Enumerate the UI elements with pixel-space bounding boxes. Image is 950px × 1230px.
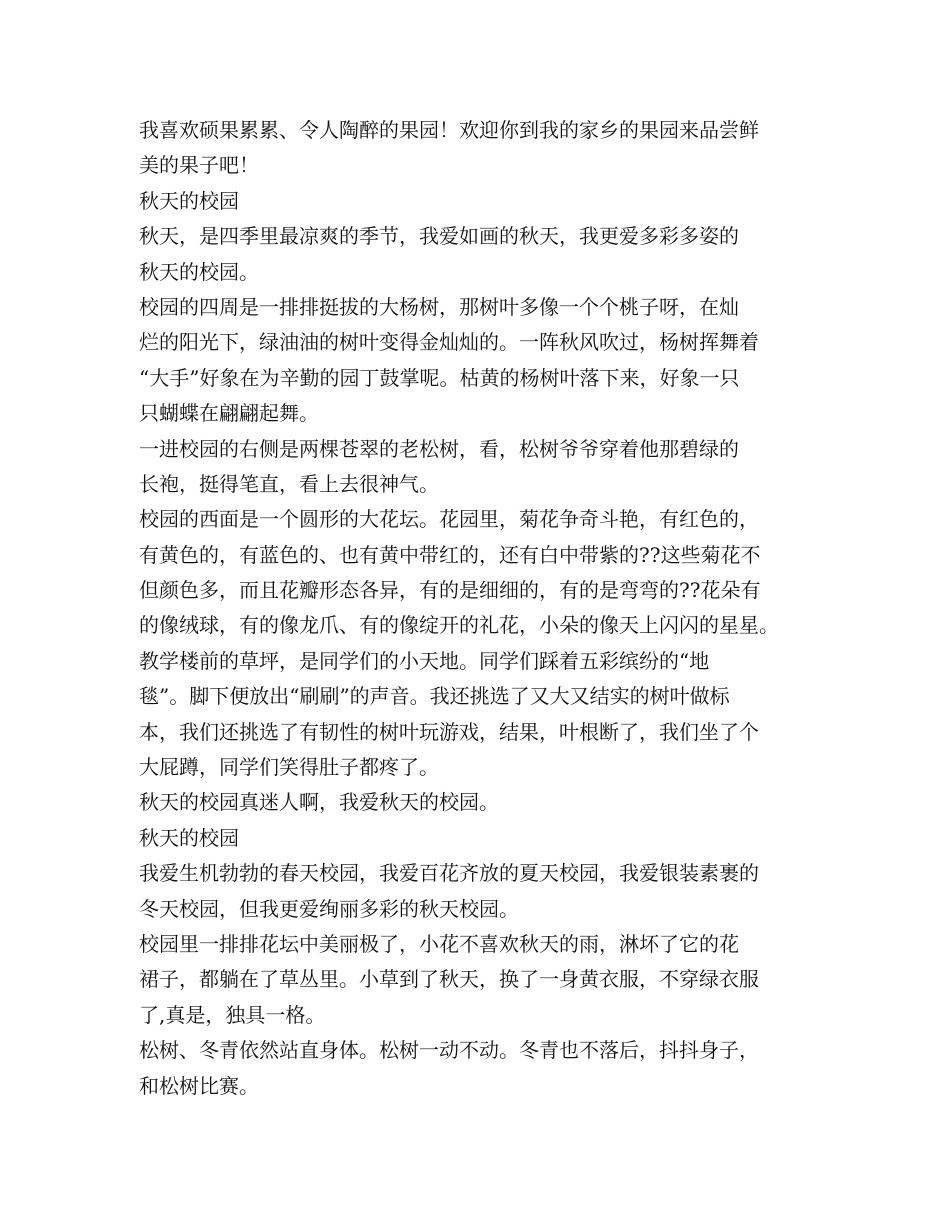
text-line: 松树、冬青依然站直身体。松树一动不动。冬青也不落后，抖抖身子， bbox=[139, 1038, 759, 1063]
text-line: 本，我们还挑选了有韧性的树叶玩游戏，结果，叶根断了，我们坐了个 bbox=[139, 719, 759, 744]
text-line: 大屁蹲，同学们笑得肚子都疼了。 bbox=[139, 755, 439, 780]
text-line: 长袍，挺得笔直，看上去很神气。 bbox=[139, 471, 439, 496]
text-line: 秋天的校园。 bbox=[139, 259, 259, 284]
text-line: 我喜欢硕果累累、令人陶醉的果园！欢迎你到我的家乡的果园来品尝鲜 bbox=[139, 118, 759, 142]
text-line: 裙子，都躺在了草丛里。小草到了秋天，换了一身黄衣服，不穿绿衣服 bbox=[139, 967, 759, 992]
text-line: 校园的四周是一排排挺拔的大杨树，那树叶多像一个个桃子呀，在灿 bbox=[139, 294, 739, 319]
text-line: 秋天的校园真迷人啊，我爱秋天的校园。 bbox=[139, 790, 499, 815]
text-line: “大手”好象在为辛勤的园丁鼓掌呢。枯黄的杨树叶落下来，好象一只 bbox=[139, 365, 740, 390]
text-line: 有黄色的，有蓝色的、也有黄中带红的，还有白中带紫的??这些菊花不 bbox=[139, 542, 761, 567]
text-line: 校园的西面是一个圆形的大花坛。花园里，菊花争奇斗艳，有红色的， bbox=[139, 507, 759, 532]
text-line: 了,真是，独具一格。 bbox=[139, 1002, 326, 1027]
text-line: 但颜色多，而且花瓣形态各异，有的是细细的，有的是弯弯的??花朵有 bbox=[139, 578, 761, 603]
text-line: 校园里一排排花坛中美丽极了，小花不喜欢秋天的雨，淋坏了它的花 bbox=[139, 931, 739, 956]
section-heading: 秋天的校园 bbox=[139, 188, 239, 213]
text-line: 教学楼前的草坪，是同学们的小天地。同学们踩着五彩缤纷的“地 bbox=[139, 648, 710, 673]
text-line: 我爱生机勃勃的春天校园，我爱百花齐放的夏天校园，我爱银装素裹的 bbox=[139, 861, 759, 886]
section-heading: 秋天的校园 bbox=[139, 825, 239, 850]
text-line: 只蝴蝶在翩翩起舞。 bbox=[139, 401, 319, 426]
document-body bbox=[139, 113, 829, 1104]
text-line: 一进校园的右侧是两棵苍翠的老松树，看，松树爷爷穿着他那碧绿的 bbox=[139, 436, 739, 461]
text-line: 冬天校园，但我更爱绚丽多彩的秋天校园。 bbox=[139, 896, 519, 921]
text-line: 和松树比赛。 bbox=[139, 1073, 259, 1098]
text-line: 美的果子吧！ bbox=[139, 153, 259, 178]
text-line: 的像绒球，有的像龙爪、有的像绽开的礼花，小朵的像天上闪闪的星星。 bbox=[139, 613, 779, 638]
text-line: 秋天，是四季里最凉爽的季节，我爱如画的秋天，我更爱多彩多姿的 bbox=[139, 224, 739, 249]
text-line: 毯”。脚下便放出“刷刷”的声音。我还挑选了又大又结实的树叶做标 bbox=[139, 684, 730, 709]
text-line: 烂的阳光下，绿油油的树叶变得金灿灿的。一阵秋风吹过，杨树挥舞着 bbox=[139, 330, 759, 355]
